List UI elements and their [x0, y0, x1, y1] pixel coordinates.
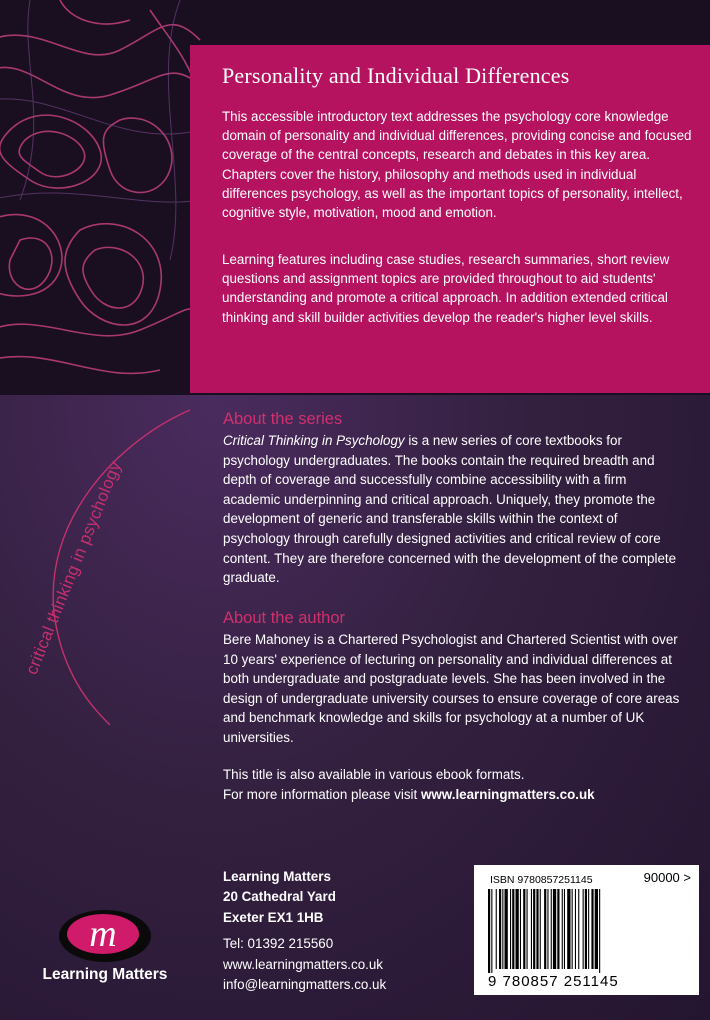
isbn-label: ISBN 9780857251145	[490, 874, 593, 886]
publisher-logo	[30, 906, 180, 996]
author-description: Bere Mahoney is a Chartered Psychologist and Chartered Scientist with over 10 years' experience of lecturing on personality and individual differences at both undergraduate and postgraduate levels. She has been involved in the design of undergraduate university courses to ensure coverage of core areas and benchmark knowledge and skills for psychology at a number of UK universities.	[223, 632, 680, 745]
series-body: is a new series of core textbooks for psychology undergraduates. The books contain the required breadth and depth of coverage and successfully combine accessibility with a firm academic underpinning and critical approach. Uniquely, they promote the development of generic and transferable skills within the context of psychology through carefully designed activities and critical review of core content. They are therefore concerned with the development of the complete graduate.	[223, 433, 677, 586]
series-description	[223, 431, 685, 588]
publisher-name: Learning Matters	[223, 869, 331, 884]
series-heading: About the series	[223, 410, 343, 428]
logo-emblem-icon	[30, 906, 180, 966]
publisher-address-2: Exeter EX1 1HB	[223, 909, 324, 925]
book-title: Personality and Individual Differences	[222, 63, 570, 88]
ebook-note	[223, 765, 595, 804]
publisher-website[interactable]: www.learningmatters.co.uk	[223, 956, 384, 972]
logo-letter: m	[89, 913, 117, 955]
ebook-line-1: This title is also available in various ebook formats.	[223, 767, 525, 782]
barcode-bars-icon	[488, 889, 686, 973]
summary-paragraph-2: Learning features including case studies, research summaries, short review questions and assignment topics are provided throughout to aid students' understanding and promote a critical approach. In addition extended critical thinking and skill builder activities develop the reader's higher level skills.	[222, 252, 670, 325]
series-tagline: critical thinking in psychology	[21, 458, 126, 678]
publisher-contact	[223, 934, 386, 995]
summary-paragraph-1: This accessible introductory text addresses the psychology core knowledge domain of personality and individual differences, providing concise and focused coverage of the central concepts, research and debates in this key area. Chapters cover the history, philosophy and methods used in individual differences psychology, as well as the important topics of personality, intellect, cognitive style, motivation, mood and emotion.	[222, 109, 692, 221]
decorative-arc	[0, 380, 200, 760]
summary-panel	[190, 45, 710, 393]
publisher-email[interactable]: info@learningmatters.co.uk	[223, 977, 387, 993]
author-heading: About the author	[223, 609, 346, 627]
series-title: Critical Thinking in Psychology	[223, 433, 405, 448]
ebook-line-2-prefix: For more information please visit	[223, 786, 421, 802]
isbn-digits: 9 780857 251145	[488, 973, 619, 990]
logo-label: Learning Matters	[42, 966, 168, 983]
price-code: 90000 >	[643, 870, 691, 885]
isbn-barcode	[474, 865, 699, 995]
publisher-address-1: 20 Cathedral Yard	[223, 889, 336, 905]
website-link[interactable]: www.learningmatters.co.uk	[420, 786, 595, 802]
publisher-phone: Tel: 01392 215560	[223, 936, 334, 952]
publisher-info	[223, 867, 386, 995]
